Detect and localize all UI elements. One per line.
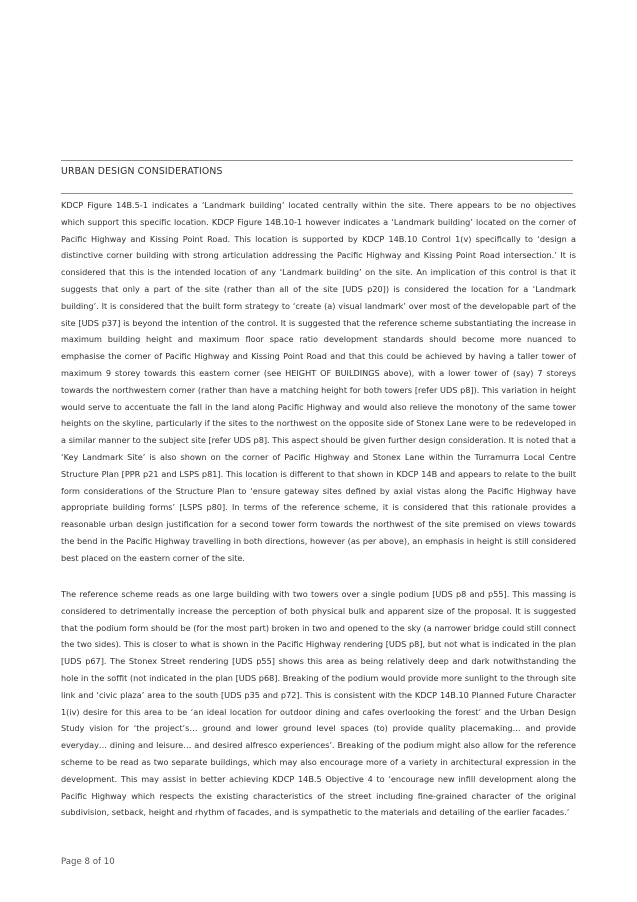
heading-divider <box>61 193 573 194</box>
top-divider <box>61 160 573 161</box>
page-number: Page 8 of 10 <box>61 857 115 867</box>
body-paragraph-2: The reference scheme reads as one large building with two towers over a single podium [UDS p8 and p55]. This massing is considered to detrimentally increase the perception of both physical bulk and apparent size of the proposal. It is suggested that the podium form should be (for the most part) broken in two and opened to the sky (a narrower bridge could still connect the two sides). This is closer to what is shown in the Pacific Highway rendering [UDS p8], but not what is indicated in the plan [UDS p67]. The Stonex Street rendering [UDS p55] shows this area as being relatively deep and dark notwithstanding the hole in the soffit (not indicated in the plan [UDS p68]. Breaking of the podium would provide more sunlight to the through site link and ‘civic plaza’ area to the south [UDS p35 and p72]. This is consistent with the KDCP 14B.10 Planned Future Character 1(iv) desire for this area to be ‘an ideal location for outdoor dining and cafes overlooking the forest’ and the Urban Design Study vision for ‘the project’s… ground and lower ground level spaces (to) provide quality placemaking… and provide everyday… dining and leisure… and desired alfresco experiences’. Breaking of the podium might also allow for the reference scheme to be read as two separate buildings, which may also encourage more of a variety in architectural expression in the development. This may assist in better achieving KDCP 14B.5 Objective 4 to ‘encourage new infill development along the Pacific Highway which respects the existing characteristics of the street including fine-grained character of the original subdivision, setback, height and rhythm of facades, and is sympathetic to the materials and detailing of the earlier facades.’ <box>61 589 576 818</box>
body-paragraph-1: KDCP Figure 14B.5-1 indicates a ‘Landmark building’ located centrally within the site. There appears to be no objectives which support this specific location. KDCP Figure 14B.10-1 however indicates a ‘Landmark building’ located on the corner of Pacific Highway and Kissing Point Road. This location is supported by KDCP 14B.10 Control 1(v) specifically to ‘design a distinctive corner building with strong articulation addressing the Pacific Highway and Kissing Point Road intersection.’ It is considered that this is the intended location of any ‘Landmark building’ on the site. An implication of this control is that it suggests that only a part of the site (rather than all of the site [UDS p20]) is considered the location for a ‘Landmark building’. It is considered that the built form strategy to ‘create (a) visual landmark’ over most of the developable part of the site [UDS p37] is beyond the intention of the control. It is suggested that the reference scheme substantiating the increase in maximum building height and maximum floor space ratio development standards should become more nuanced to emphasise the corner of Pacific Highway and Kissing Point Road and that this could be achieved by having a taller tower of maximum 9 storey towards this eastern corner (see HEIGHT OF BUILDINGS above), with a lower tower of (say) 7 storeys towards the northwestern corner (rather than have a matching height for both towers [refer UDS p8]). This variation in height would serve to accentuate the fall in the land along Pacific Highway and would also relieve the monotony of the same tower heights on the skyline, particularly if the sites to the northwest on the opposite side of Stonex Lane were to be redeveloped in a similar manner to the subject site [refer UDS p8]. This aspect should be given further design consideration. It is noted that a ‘Key Landmark Site’ is also shown on the corner of Pacific Highway and Stonex Lane within the Turramurra Local Centre Structure Plan [PPR p21 and LSPS p81]. This location is different to that shown in KDCP 14B and appears to relate to the built form considerations of the Structure Plan to ‘ensure gateway sites defined by axial vistas along the Pacific Highway have appropriate building forms’ [LSPS p80]. In terms of the reference scheme, it is considered that this rationale provides a reasonable urban design justification for a second tower form towards the northwest of the site premised on views towards the bend in the Pacific Highway travelling in both directions, however (as per above), an emphasis in height is still considered best placed on the eastern corner of the site. <box>61 200 576 563</box>
section-heading: URBAN DESIGN CONSIDERATIONS <box>61 166 223 177</box>
